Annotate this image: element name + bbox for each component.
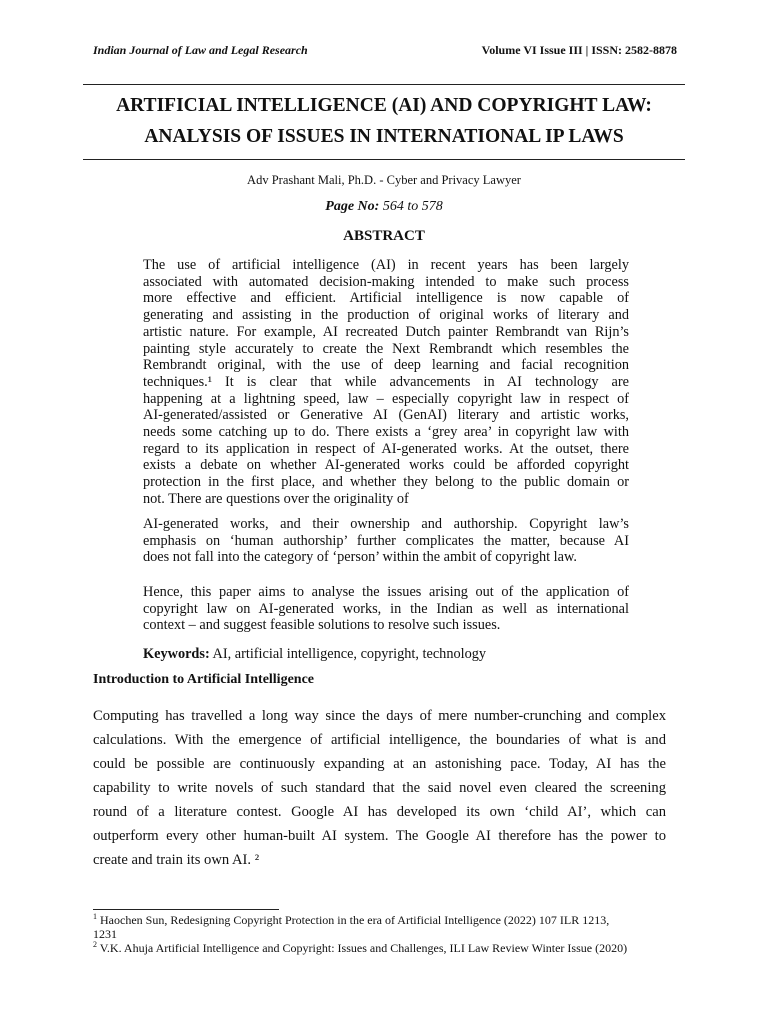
text-line: techniques.¹ It is clear that while advancements in AI technology are [143, 373, 629, 390]
text-line: capability to write novels of such standard that the said novel even cleared the screening [93, 780, 666, 796]
footnote-text: Haochen Sun, Redesigning Copyright Protection in the era of Artificial Intelligence (2022) 107 ILR 1213, [100, 913, 610, 927]
footnote-text: V.K. Ahuja Artificial Intelligence and Copyright: Issues and Challenges, ILI Law Review Winter Issue (2020) [99, 941, 628, 955]
text-line: Computing has travelled a long way since the days of mere number-crunching and complex [93, 708, 666, 724]
title-rule-top [83, 84, 685, 85]
title-rule-bottom [83, 159, 685, 160]
text-line: regard to its application in respect of AI-generated works. At the outset, there [143, 440, 629, 457]
abstract-paragraph [143, 516, 629, 566]
text-line: AI-generated works, and their ownership and authorship. Copyright law’s [143, 516, 629, 532]
text-line: needs some catching up to do. There exists a ‘grey area’ in copyright law with [143, 424, 629, 441]
text-line: Rembrandt original, with the use of deep learning and facial recognition [143, 357, 629, 374]
abstract-paragraph [143, 257, 629, 508]
text-line: protection in the first place, and whether they belong to the public domain or [143, 474, 629, 491]
author: Adv Prashant Mali, Ph.D. - Cyber and Privacy Lawyer [247, 173, 521, 187]
page-number-range [0, 199, 768, 215]
text-line: exists a debate on whether AI-generated works could be afforded copyright [143, 457, 629, 474]
text-line: does not fall into the category of ‘person’ within the ambit of copyright law. [143, 549, 577, 566]
page-no-label: Page No: [325, 199, 380, 214]
footnote-separator [93, 909, 279, 910]
keywords [143, 646, 486, 663]
title-line-2: ANALYSIS OF ISSUES IN INTERNATIONAL IP LAWS [144, 126, 624, 147]
text-line: more effective and efficient. Artificial intelligence is now capable of [143, 290, 629, 307]
text-line: associated with automated decision-making intended to make such process [143, 273, 629, 290]
footnote-2 [93, 941, 673, 955]
text-line: could be possible are continuously expanding at an astonishing pace. Today, AI has the [93, 756, 666, 772]
text-line: round of a literature contest. Google AI has developed its own ‘child AI’, which can [93, 804, 666, 820]
body-paragraph [93, 704, 666, 872]
text-line: calculations. With the emergence of artificial intelligence, the boundaries of what is and [93, 732, 666, 748]
section-heading: Introduction to Artificial Intelligence [93, 672, 314, 687]
keywords-label: Keywords: [143, 646, 210, 662]
text-line: happening at a lightning speed, law – especially copyright law in respect of [143, 390, 629, 407]
text-line: painting style accurately to create the Next Rembrandt which resembles the [143, 340, 629, 357]
text-line: not. There are questions over the originality of [143, 490, 409, 507]
journal-name: Indian Journal of Law and Legal Research [93, 43, 308, 57]
keywords-value: AI, artificial intelligence, copyright, technology [209, 646, 487, 662]
text-line: context – and suggest feasible solutions to resolve such issues. [143, 617, 501, 634]
footnote-number: 2 [93, 940, 97, 949]
text-line: create and train its own AI. ² [93, 852, 260, 868]
abstract-paragraph [143, 584, 629, 634]
text-line: The use of artificial intelligence (AI) in recent years has been largely [143, 257, 629, 273]
text-line: copyright law on AI-generated works, in the Indian as well as international [143, 600, 629, 617]
footnote-1 [93, 913, 673, 941]
text-line: generating and assisting in the production of original works of literary and [143, 307, 629, 324]
text-line: artistic nature. For example, AI recreated Dutch painter Rembrandt van Rijn’s [143, 323, 629, 340]
footnote-text-cont: 1231 [93, 927, 117, 941]
footnote-number: 1 [93, 912, 97, 921]
text-line: outperform every other human-built AI system. The Google AI therefore has the power to [93, 828, 666, 844]
text-line: Hence, this paper aims to analyse the issues arising out of the application of [143, 584, 629, 600]
volume-issn: Volume VI Issue III | ISSN: 2582-8878 [481, 43, 677, 57]
page-no-value: 564 to 578 [382, 199, 443, 214]
text-line: AI-generated/assisted or Generative AI (GenAI) literary and artistic works, [143, 407, 629, 424]
text-line: emphasis on ‘human authorship’ further complicates the matter, because AI [143, 532, 629, 549]
title-line-1: ARTIFICIAL INTELLIGENCE (AI) AND COPYRIGHT LAW: [116, 95, 652, 116]
abstract-heading: ABSTRACT [343, 228, 425, 244]
